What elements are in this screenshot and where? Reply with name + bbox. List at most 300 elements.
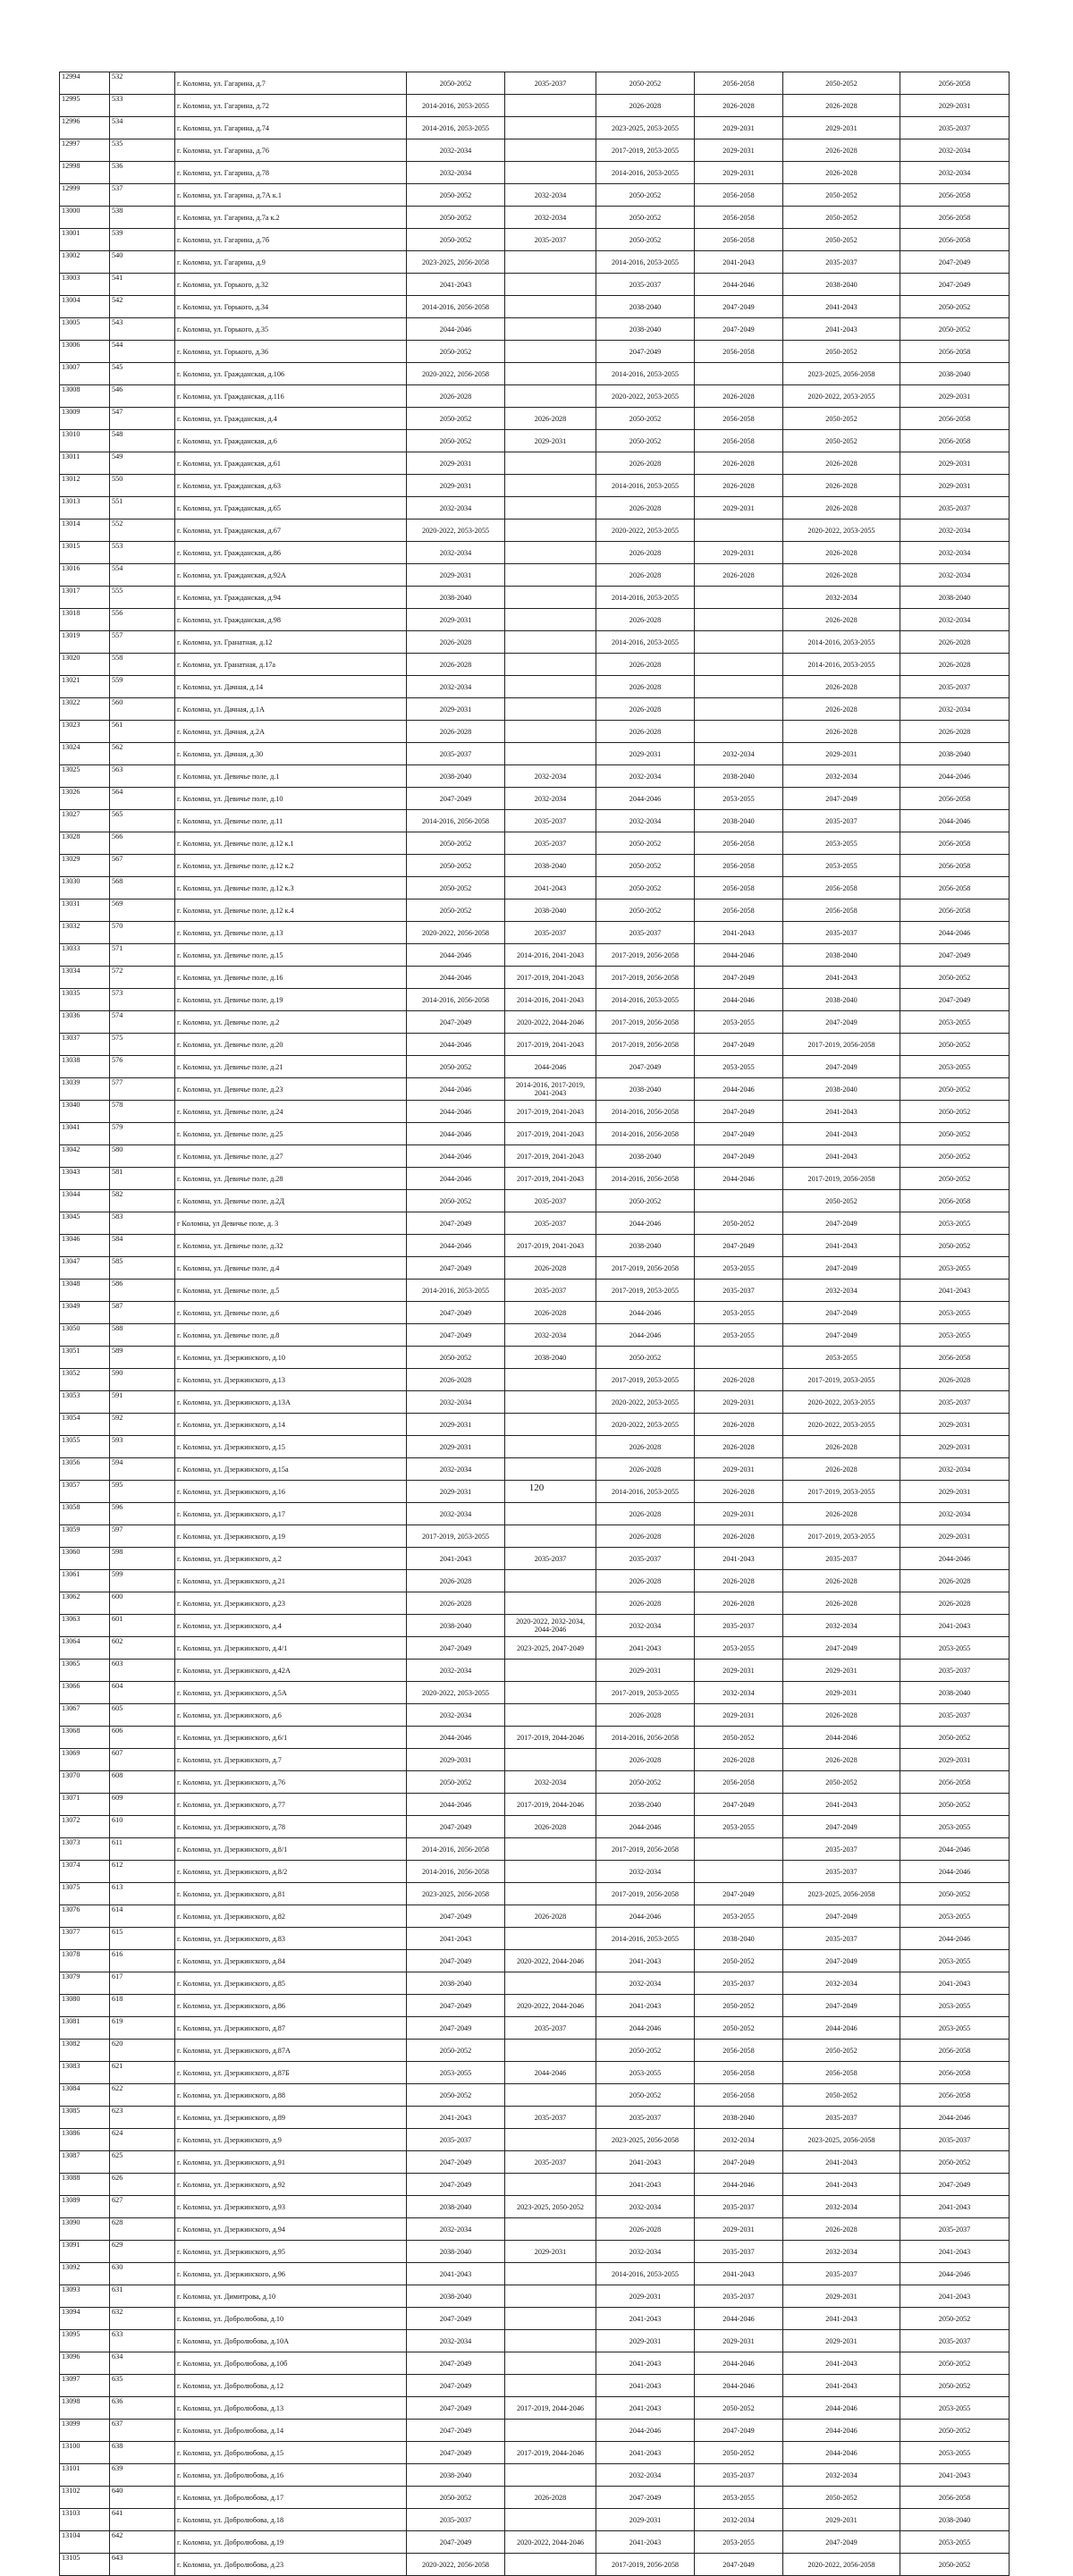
cell-period-6: 2050-2052 — [900, 1168, 1010, 1190]
cell-period-2: 2017-2019, 2041-2043 — [505, 1235, 596, 1257]
cell-item-number: 539 — [110, 229, 175, 251]
cell-item-number: 543 — [110, 318, 175, 341]
cell-period-5: 2047-2049 — [783, 1995, 900, 2017]
cell-period-1: 2047-2049 — [407, 2151, 505, 2174]
cell-period-1: 2020-2022, 2056-2058 — [407, 2554, 505, 2576]
table-row — [60, 1391, 1010, 1414]
cell-period-6: 2056-2058 — [900, 855, 1010, 877]
cell-period-3: 2038-2040 — [596, 296, 695, 318]
cell-period-4: 2053-2055 — [695, 1905, 783, 1928]
cell-period-1: 2029-2031 — [407, 1749, 505, 1771]
cell-period-2: 2026-2028 — [505, 408, 596, 430]
cell-period-5: 2050-2052 — [783, 229, 900, 251]
cell-period-2 — [505, 1503, 596, 1525]
cell-row-number: 13080 — [60, 1995, 110, 2017]
cell-item-number: 606 — [110, 1727, 175, 1749]
cell-item-number: 609 — [110, 1794, 175, 1816]
cell-period-6: 2056-2058 — [900, 1771, 1010, 1794]
cell-period-3: 2050-2052 — [596, 1771, 695, 1794]
cell-period-6: 2050-2052 — [900, 1078, 1010, 1101]
cell-period-5: 2032-2034 — [783, 587, 900, 609]
table-row — [60, 408, 1010, 430]
cell-period-3: 2050-2052 — [596, 2084, 695, 2107]
cell-item-number: 554 — [110, 564, 175, 587]
cell-period-1: 2014-2016, 2056-2058 — [407, 989, 505, 1011]
cell-period-1: 2047-2049 — [407, 1212, 505, 1235]
table-row — [60, 1972, 1010, 1995]
table-row — [60, 251, 1010, 274]
cell-period-5: 2029-2031 — [783, 743, 900, 765]
cell-item-number: 635 — [110, 2375, 175, 2397]
cell-period-4: 2050-2052 — [695, 1950, 783, 1972]
cell-period-5: 2044-2046 — [783, 2017, 900, 2040]
cell-address: г. Коломна, ул. Дзержинского, д.17 — [175, 1503, 407, 1525]
table-row — [60, 609, 1010, 631]
cell-period-4: 2044-2046 — [695, 274, 783, 296]
cell-address: г. Коломна, ул. Горького, д.36 — [175, 341, 407, 363]
cell-address: г. Коломна, ул. Дзержинского, д.15 — [175, 1436, 407, 1458]
cell-item-number: 548 — [110, 430, 175, 452]
cell-address: г. Коломна, ул. Димитрова, д.10 — [175, 2285, 407, 2308]
cell-period-6: 2041-2043 — [900, 2196, 1010, 2218]
cell-address: г. Коломна, ул. Дзержинского, д.91 — [175, 2151, 407, 2174]
cell-item-number: 630 — [110, 2263, 175, 2285]
cell-period-5: 2029-2031 — [783, 2285, 900, 2308]
cell-address: г. Коломна, ул. Дзержинского, д.96 — [175, 2263, 407, 2285]
cell-address: г. Коломна, ул. Гагарина, д.9 — [175, 251, 407, 274]
cell-period-3: 2017-2019, 2056-2058 — [596, 967, 695, 989]
cell-item-number: 576 — [110, 1056, 175, 1078]
table-row — [60, 1280, 1010, 1302]
cell-period-2 — [505, 1660, 596, 1682]
cell-period-2 — [505, 2218, 596, 2241]
cell-period-4: 2029-2031 — [695, 1503, 783, 1525]
cell-period-1: 2032-2034 — [407, 1503, 505, 1525]
cell-period-6: 2029-2031 — [900, 1481, 1010, 1503]
cell-period-4: 2056-2058 — [695, 408, 783, 430]
cell-period-2 — [505, 2084, 596, 2107]
cell-period-5: 2050-2052 — [783, 2487, 900, 2509]
cell-item-number: 565 — [110, 810, 175, 832]
cell-period-4: 2047-2049 — [695, 967, 783, 989]
cell-item-number: 628 — [110, 2218, 175, 2241]
cell-period-5: 2020-2022, 2053-2055 — [783, 519, 900, 542]
cell-period-6: 2029-2031 — [900, 452, 1010, 475]
cell-item-number: 618 — [110, 1995, 175, 2017]
cell-period-1: 2026-2028 — [407, 385, 505, 408]
cell-period-2: 2038-2040 — [505, 855, 596, 877]
cell-period-5: 2056-2058 — [783, 877, 900, 899]
cell-period-5: 2035-2037 — [783, 1548, 900, 1570]
cell-period-6: 2032-2034 — [900, 542, 1010, 564]
cell-row-number: 13099 — [60, 2420, 110, 2442]
cell-item-number: 589 — [110, 1347, 175, 1369]
cell-period-4: 2044-2046 — [695, 2352, 783, 2375]
table-row — [60, 2040, 1010, 2062]
cell-period-6: 2038-2040 — [900, 2509, 1010, 2531]
cell-period-2 — [505, 631, 596, 654]
cell-period-4 — [695, 587, 783, 609]
cell-period-2 — [505, 1838, 596, 1861]
cell-row-number: 13023 — [60, 721, 110, 743]
cell-row-number: 13060 — [60, 1548, 110, 1570]
cell-period-4: 2026-2028 — [695, 1414, 783, 1436]
cell-period-6: 2044-2046 — [900, 1928, 1010, 1950]
cell-period-4 — [695, 676, 783, 698]
cell-item-number: 586 — [110, 1280, 175, 1302]
cell-period-4: 2029-2031 — [695, 1704, 783, 1727]
table-row — [60, 72, 1010, 95]
cell-period-5: 2026-2028 — [783, 139, 900, 162]
table-row — [60, 207, 1010, 229]
cell-period-4: 2044-2046 — [695, 1168, 783, 1190]
cell-address: г. Коломна, ул. Дзержинского, д.7 — [175, 1749, 407, 1771]
table-row — [60, 1011, 1010, 1034]
cell-row-number: 13037 — [60, 1034, 110, 1056]
cell-period-2: 2026-2028 — [505, 2487, 596, 2509]
table-row — [60, 1704, 1010, 1727]
cell-period-6: 2050-2052 — [900, 1883, 1010, 1905]
cell-period-6: 2041-2043 — [900, 1280, 1010, 1302]
cell-row-number: 12998 — [60, 162, 110, 184]
cell-period-6: 2050-2052 — [900, 318, 1010, 341]
cell-row-number: 13058 — [60, 1503, 110, 1525]
cell-period-2 — [505, 1369, 596, 1391]
cell-period-4: 2056-2058 — [695, 2062, 783, 2084]
cell-period-6: 2026-2028 — [900, 631, 1010, 654]
cell-row-number: 13006 — [60, 341, 110, 363]
cell-period-5: 2041-2043 — [783, 967, 900, 989]
cell-period-1: 2035-2037 — [407, 743, 505, 765]
table-row — [60, 1168, 1010, 1190]
cell-row-number: 13049 — [60, 1302, 110, 1324]
cell-period-1: 2014-2016, 2056-2058 — [407, 296, 505, 318]
cell-row-number: 13002 — [60, 251, 110, 274]
cell-period-5: 2026-2028 — [783, 1458, 900, 1481]
cell-address: г. Коломна, ул. Дачная, д.30 — [175, 743, 407, 765]
table-row — [60, 587, 1010, 609]
cell-address: г. Коломна, ул. Гражданская, д.65 — [175, 497, 407, 519]
table-row — [60, 676, 1010, 698]
cell-item-number: 626 — [110, 2174, 175, 2196]
cell-row-number: 13094 — [60, 2308, 110, 2330]
cell-address: г. Коломна, ул. Дзержинского, д.14 — [175, 1414, 407, 1436]
cell-period-6: 2056-2058 — [900, 207, 1010, 229]
cell-item-number: 555 — [110, 587, 175, 609]
table-row — [60, 1838, 1010, 1861]
cell-item-number: 629 — [110, 2241, 175, 2263]
cell-item-number: 582 — [110, 1190, 175, 1212]
cell-period-6: 2050-2052 — [900, 1145, 1010, 1168]
cell-period-5: 2056-2058 — [783, 899, 900, 922]
table-row — [60, 318, 1010, 341]
cell-period-2: 2038-2040 — [505, 1347, 596, 1369]
cell-row-number: 13020 — [60, 654, 110, 676]
cell-row-number: 13062 — [60, 1592, 110, 1615]
cell-period-3: 2017-2019, 2056-2058 — [596, 1257, 695, 1280]
table-row — [60, 2352, 1010, 2375]
cell-item-number: 610 — [110, 1816, 175, 1838]
cell-period-1: 2041-2043 — [407, 1928, 505, 1950]
cell-period-3: 2041-2043 — [596, 2151, 695, 2174]
cell-period-5: 2041-2043 — [783, 1235, 900, 1257]
cell-period-3: 2014-2016, 2053-2055 — [596, 587, 695, 609]
cell-period-2 — [505, 1682, 596, 1704]
cell-period-4 — [695, 721, 783, 743]
cell-row-number: 13073 — [60, 1838, 110, 1861]
cell-period-1: 2047-2049 — [407, 1950, 505, 1972]
table-row — [60, 296, 1010, 318]
cell-item-number: 544 — [110, 341, 175, 363]
cell-period-6: 2044-2046 — [900, 765, 1010, 788]
cell-period-5: 2020-2022, 2053-2055 — [783, 1391, 900, 1414]
cell-period-1: 2032-2034 — [407, 676, 505, 698]
cell-period-6: 2053-2055 — [900, 1816, 1010, 1838]
cell-item-number: 538 — [110, 207, 175, 229]
cell-period-6: 2026-2028 — [900, 721, 1010, 743]
cell-item-number: 580 — [110, 1145, 175, 1168]
cell-period-2 — [505, 1592, 596, 1615]
cell-item-number: 532 — [110, 72, 175, 95]
cell-item-number: 587 — [110, 1302, 175, 1324]
cell-period-3: 2041-2043 — [596, 2375, 695, 2397]
cell-period-5: 2032-2034 — [783, 2464, 900, 2487]
cell-row-number: 13074 — [60, 1861, 110, 1883]
cell-item-number: 603 — [110, 1660, 175, 1682]
cell-period-3: 2038-2040 — [596, 1235, 695, 1257]
cell-period-2: 2035-2037 — [505, 832, 596, 855]
cell-address: г. Коломна, ул. Девичье поле, д.15 — [175, 944, 407, 967]
cell-period-4: 2056-2058 — [695, 229, 783, 251]
cell-period-3: 2041-2043 — [596, 2174, 695, 2196]
cell-address: г. Коломна, ул. Девичье поле, д.25 — [175, 1123, 407, 1145]
cell-period-1: 2050-2052 — [407, 1771, 505, 1794]
cell-period-1: 2050-2052 — [407, 1056, 505, 1078]
cell-period-1: 2020-2022, 2053-2055 — [407, 1682, 505, 1704]
cell-period-4: 2026-2028 — [695, 1369, 783, 1391]
cell-row-number: 13092 — [60, 2263, 110, 2285]
cell-address: г. Коломна, ул. Добролюбова, д.23 — [175, 2554, 407, 2576]
cell-period-2 — [505, 2285, 596, 2308]
table-row — [60, 1794, 1010, 1816]
cell-period-4 — [695, 1190, 783, 1212]
table-row — [60, 274, 1010, 296]
cell-address: г. Коломна, ул. Гражданская, д.67 — [175, 519, 407, 542]
cell-period-6: 2053-2055 — [900, 1950, 1010, 1972]
cell-address: г. Коломна, ул. Добролюбова, д.12 — [175, 2375, 407, 2397]
cell-period-5: 2032-2034 — [783, 2196, 900, 2218]
cell-period-1: 2035-2037 — [407, 2509, 505, 2531]
cell-period-2: 2026-2028 — [505, 1302, 596, 1324]
cell-item-number: 624 — [110, 2129, 175, 2151]
table-row — [60, 1682, 1010, 1704]
cell-item-number: 602 — [110, 1637, 175, 1660]
cell-period-4 — [695, 698, 783, 721]
cell-period-4: 2026-2028 — [695, 1749, 783, 1771]
cell-row-number: 13056 — [60, 1458, 110, 1481]
cell-address: г. Коломна, ул. Добролюбова, д.17 — [175, 2487, 407, 2509]
cell-period-4: 2029-2031 — [695, 1391, 783, 1414]
cell-period-4: 2047-2049 — [695, 296, 783, 318]
cell-period-3: 2026-2028 — [596, 1525, 695, 1548]
cell-period-2: 2017-2019, 2041-2043 — [505, 1145, 596, 1168]
cell-item-number: 588 — [110, 1324, 175, 1347]
cell-row-number: 13046 — [60, 1235, 110, 1257]
cell-period-5: 2017-2019, 2056-2058 — [783, 1168, 900, 1190]
cell-period-4: 2044-2046 — [695, 989, 783, 1011]
cell-period-6: 2035-2037 — [900, 2218, 1010, 2241]
cell-period-3: 2041-2043 — [596, 1637, 695, 1660]
cell-period-1: 2029-2031 — [407, 609, 505, 631]
cell-period-2: 2035-2037 — [505, 1280, 596, 1302]
cell-period-1: 2029-2031 — [407, 1436, 505, 1458]
cell-period-3: 2014-2016, 2053-2055 — [596, 363, 695, 385]
cell-period-4 — [695, 519, 783, 542]
cell-period-1: 2014-2016, 2053-2055 — [407, 95, 505, 117]
cell-address: г. Коломна, ул. Девичье поле, д.27 — [175, 1145, 407, 1168]
cell-address: г. Коломна, ул. Девичье поле, д.12 к.4 — [175, 899, 407, 922]
cell-period-2 — [505, 2129, 596, 2151]
cell-period-2: 2032-2034 — [505, 184, 596, 207]
cell-item-number: 557 — [110, 631, 175, 654]
cell-period-5: 2026-2028 — [783, 162, 900, 184]
cell-address: г. Коломна, ул. Девичье поле, д.23 — [175, 1078, 407, 1101]
cell-period-3: 2014-2016, 2053-2055 — [596, 631, 695, 654]
cell-period-3: 2026-2028 — [596, 564, 695, 587]
cell-period-4: 2053-2055 — [695, 1302, 783, 1324]
cell-period-6: 2032-2034 — [900, 609, 1010, 631]
cell-period-2 — [505, 2263, 596, 2285]
cell-period-1: 2050-2052 — [407, 899, 505, 922]
table-row — [60, 1995, 1010, 2017]
cell-period-4: 2026-2028 — [695, 564, 783, 587]
cell-period-5: 2047-2049 — [783, 1011, 900, 1034]
cell-period-5: 2014-2016, 2053-2055 — [783, 631, 900, 654]
cell-period-1: 2044-2046 — [407, 318, 505, 341]
cell-row-number: 13031 — [60, 899, 110, 922]
cell-period-2: 2017-2019, 2041-2043 — [505, 1101, 596, 1123]
cell-period-2: 2020-2022, 2044-2046 — [505, 2531, 596, 2554]
cell-period-4: 2056-2058 — [695, 2084, 783, 2107]
cell-row-number: 13093 — [60, 2285, 110, 2308]
cell-period-5: 2041-2043 — [783, 2308, 900, 2330]
cell-period-1: 2047-2049 — [407, 2375, 505, 2397]
cell-item-number: 562 — [110, 743, 175, 765]
cell-item-number: 578 — [110, 1101, 175, 1123]
cell-period-2 — [505, 1458, 596, 1481]
cell-period-5: 2035-2037 — [783, 810, 900, 832]
cell-period-2: 2044-2046 — [505, 2062, 596, 2084]
schedule-table-container — [59, 72, 1009, 2576]
cell-item-number: 642 — [110, 2531, 175, 2554]
cell-period-1: 2050-2052 — [407, 2040, 505, 2062]
table-row — [60, 1302, 1010, 1324]
cell-period-3: 2032-2034 — [596, 1615, 695, 1637]
cell-address: г. Коломна, ул. Добролюбова, д.10 — [175, 2308, 407, 2330]
cell-period-1: 2026-2028 — [407, 1592, 505, 1615]
cell-period-6: 2056-2058 — [900, 1347, 1010, 1369]
cell-period-6: 2053-2055 — [900, 1637, 1010, 1660]
cell-period-4: 2029-2031 — [695, 139, 783, 162]
cell-address: г. Коломна, ул. Девичье поле, д.2 — [175, 1011, 407, 1034]
table-row — [60, 1235, 1010, 1257]
cell-period-3: 2035-2037 — [596, 922, 695, 944]
table-row — [60, 2129, 1010, 2151]
cell-period-1: 2041-2043 — [407, 1548, 505, 1570]
cell-period-1: 2041-2043 — [407, 2107, 505, 2129]
cell-period-5: 2029-2031 — [783, 2509, 900, 2531]
cell-item-number: 627 — [110, 2196, 175, 2218]
table-row — [60, 1570, 1010, 1592]
cell-period-6: 2053-2055 — [900, 1011, 1010, 1034]
cell-period-6: 2056-2058 — [900, 899, 1010, 922]
cell-item-number: 552 — [110, 519, 175, 542]
cell-period-5: 2017-2019, 2053-2055 — [783, 1525, 900, 1548]
cell-period-1: 2038-2040 — [407, 2464, 505, 2487]
cell-row-number: 13000 — [60, 207, 110, 229]
cell-item-number: 641 — [110, 2509, 175, 2531]
cell-address: г. Коломна, ул. Гагарина, д.7 — [175, 72, 407, 95]
table-row — [60, 721, 1010, 743]
cell-row-number: 13045 — [60, 1212, 110, 1235]
cell-item-number: 593 — [110, 1436, 175, 1458]
cell-period-3: 2014-2016, 2053-2055 — [596, 251, 695, 274]
table-row — [60, 989, 1010, 1011]
cell-period-4: 2029-2031 — [695, 1458, 783, 1481]
cell-row-number: 13051 — [60, 1347, 110, 1369]
cell-period-3: 2014-2016, 2056-2058 — [596, 1168, 695, 1190]
cell-period-3: 2026-2028 — [596, 452, 695, 475]
cell-period-4: 2047-2049 — [695, 1123, 783, 1145]
table-row — [60, 2263, 1010, 2285]
cell-period-4: 2056-2058 — [695, 184, 783, 207]
cell-address: г. Коломна, ул. Дзержинского, д.4 — [175, 1615, 407, 1637]
cell-row-number: 12995 — [60, 95, 110, 117]
table-row — [60, 788, 1010, 810]
cell-period-4 — [695, 631, 783, 654]
cell-period-4: 2035-2037 — [695, 1615, 783, 1637]
cell-row-number: 13004 — [60, 296, 110, 318]
cell-period-3: 2017-2019, 2053-2055 — [596, 1280, 695, 1302]
cell-period-5: 2017-2019, 2053-2055 — [783, 1481, 900, 1503]
cell-item-number: 640 — [110, 2487, 175, 2509]
cell-item-number: 634 — [110, 2352, 175, 2375]
cell-period-3: 2050-2052 — [596, 430, 695, 452]
cell-period-3: 2041-2043 — [596, 1995, 695, 2017]
cell-period-3: 2029-2031 — [596, 743, 695, 765]
cell-period-4: 2053-2055 — [695, 1056, 783, 1078]
cell-period-1: 2047-2049 — [407, 2017, 505, 2040]
cell-period-6: 2056-2058 — [900, 430, 1010, 452]
cell-period-4: 2056-2058 — [695, 207, 783, 229]
cell-address: г. Коломна, ул. Дзержинского, д.19 — [175, 1525, 407, 1548]
cell-period-2: 2032-2034 — [505, 1324, 596, 1347]
cell-address: г. Коломна, ул. Дзержинского, д.13А — [175, 1391, 407, 1414]
cell-period-2 — [505, 2352, 596, 2375]
table-row — [60, 1615, 1010, 1637]
cell-row-number: 13025 — [60, 765, 110, 788]
cell-period-6: 2053-2055 — [900, 1995, 1010, 2017]
cell-item-number: 643 — [110, 2554, 175, 2576]
table-row — [60, 1145, 1010, 1168]
cell-row-number: 13059 — [60, 1525, 110, 1548]
cell-period-5: 2041-2043 — [783, 1794, 900, 1816]
table-row — [60, 385, 1010, 408]
cell-period-5: 2026-2028 — [783, 1592, 900, 1615]
cell-period-2 — [505, 1570, 596, 1592]
cell-row-number: 13090 — [60, 2218, 110, 2241]
cell-period-1: 2050-2052 — [407, 1190, 505, 1212]
